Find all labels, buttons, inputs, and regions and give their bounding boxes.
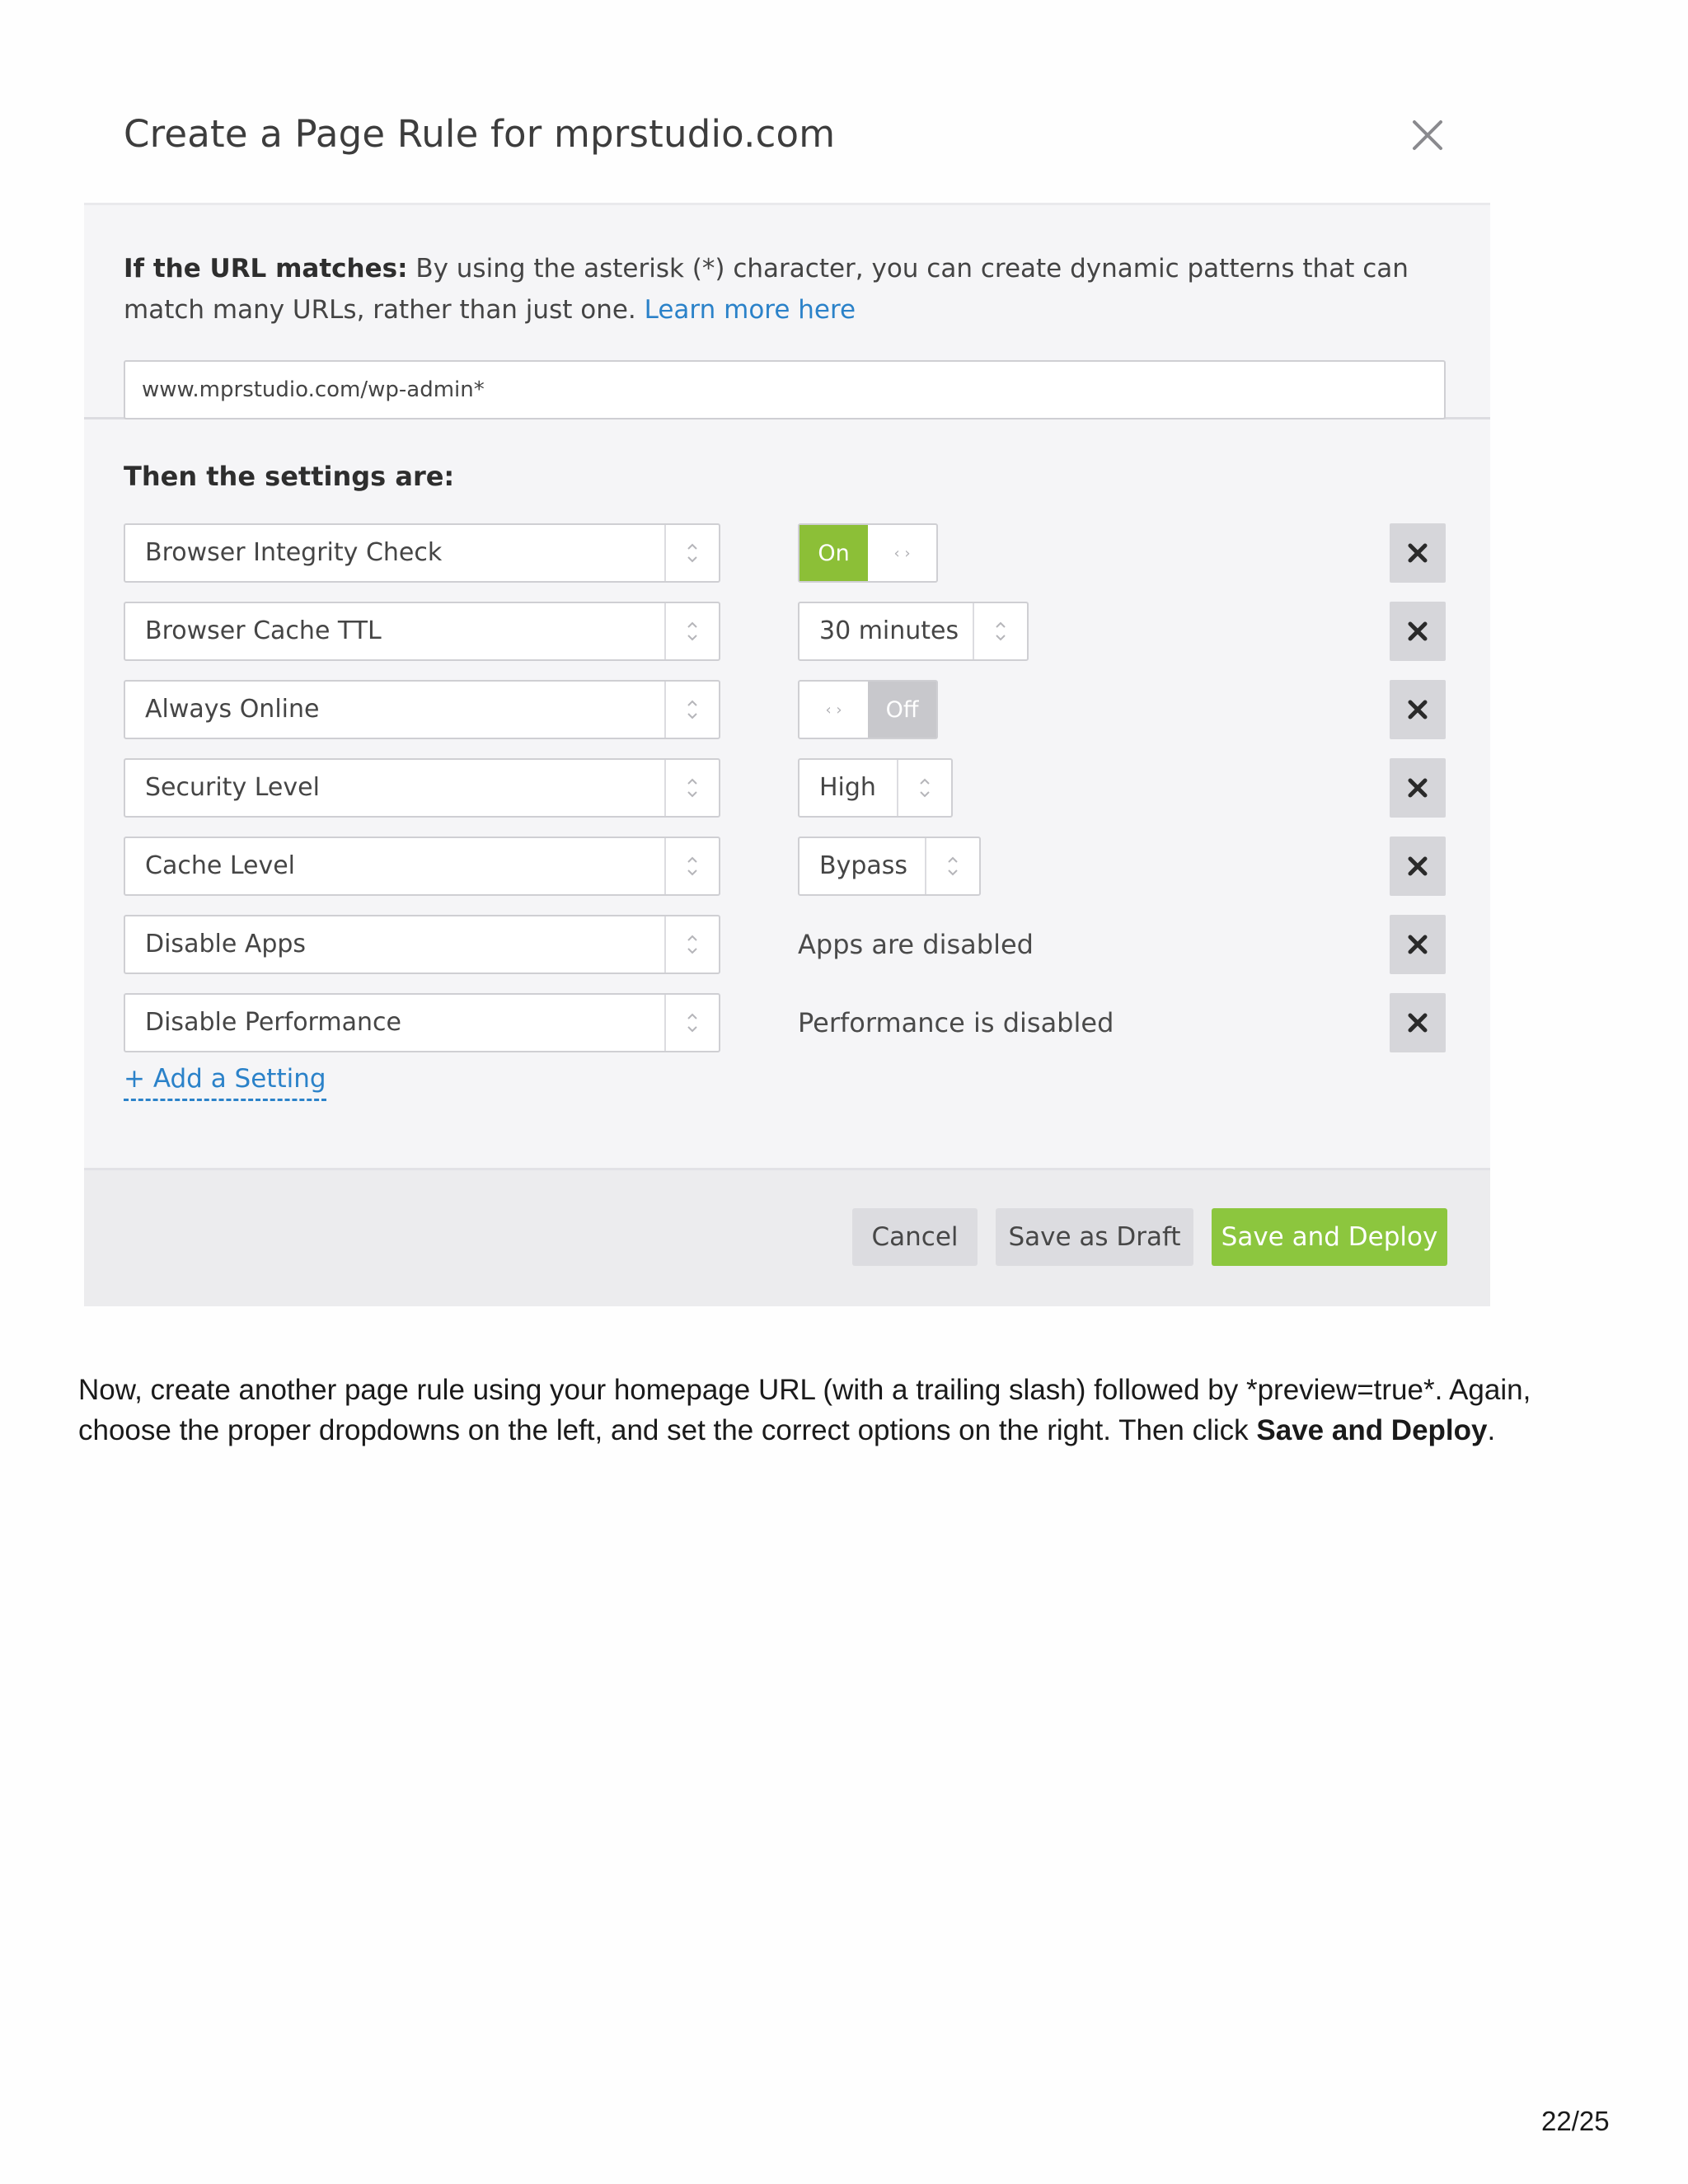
performance-disabled-text: Performance is disabled bbox=[798, 1007, 1114, 1038]
page-rule-dialog bbox=[84, 82, 1490, 1306]
dialog-footer bbox=[84, 1168, 1490, 1306]
cache-level-select[interactable] bbox=[798, 837, 981, 896]
page-number: 22/25 bbox=[1541, 2106, 1610, 2136]
setting-select[interactable] bbox=[124, 837, 720, 896]
toggle-knob-icon: ‹ › bbox=[825, 701, 842, 719]
cache-level-value: Bypass bbox=[819, 851, 908, 880]
setting-row bbox=[124, 993, 1451, 1052]
setting-select-label: Cache Level bbox=[145, 851, 296, 880]
delete-x-icon bbox=[1405, 1010, 1430, 1035]
setting-row bbox=[124, 915, 1451, 974]
toggle-off-label: Off bbox=[868, 682, 936, 738]
cache-ttl-select[interactable] bbox=[798, 602, 1029, 661]
url-match-description bbox=[124, 248, 1451, 330]
toggle-on-label: On bbox=[799, 525, 868, 581]
setting-select-label: Disable Performance bbox=[145, 1008, 401, 1037]
setting-select[interactable] bbox=[124, 993, 720, 1052]
cache-ttl-value: 30 minutes bbox=[819, 616, 959, 645]
delete-setting-button[interactable] bbox=[1390, 680, 1446, 739]
delete-setting-button[interactable] bbox=[1390, 523, 1446, 583]
instruction-text: Now, create another page rule using your homepage URL (with a trailing slash) followed by *preview=true*. Again, choose the proper dropdowns on the left, and set the correct options on the right. Then click bbox=[78, 1374, 1531, 1446]
delete-x-icon bbox=[1405, 697, 1430, 722]
settings-title: Then the settings are: bbox=[124, 461, 455, 492]
chevron-up-down-icon bbox=[664, 603, 719, 659]
setting-row bbox=[124, 758, 1451, 818]
setting-select-label: Browser Cache TTL bbox=[145, 616, 382, 645]
setting-row bbox=[124, 602, 1451, 661]
dialog-header bbox=[84, 82, 1490, 203]
security-level-value: High bbox=[819, 773, 876, 802]
setting-select[interactable] bbox=[124, 523, 720, 583]
setting-select[interactable] bbox=[124, 602, 720, 661]
setting-row bbox=[124, 680, 1451, 739]
always-online-toggle[interactable] bbox=[798, 680, 938, 739]
chevron-up-down-icon bbox=[973, 603, 1027, 659]
setting-row bbox=[124, 523, 1451, 583]
save-and-deploy-button[interactable]: Save and Deploy bbox=[1212, 1208, 1447, 1266]
security-level-select[interactable] bbox=[798, 758, 953, 818]
setting-select[interactable] bbox=[124, 915, 720, 974]
url-pattern-input[interactable] bbox=[124, 360, 1446, 419]
settings-section bbox=[84, 419, 1490, 1168]
apps-disabled-text: Apps are disabled bbox=[798, 929, 1034, 960]
setting-select[interactable] bbox=[124, 758, 720, 818]
dialog-title: Create a Page Rule for mprstudio.com bbox=[124, 112, 836, 156]
chevron-up-down-icon bbox=[664, 995, 719, 1051]
delete-x-icon bbox=[1405, 854, 1430, 879]
delete-x-icon bbox=[1405, 932, 1430, 957]
setting-row bbox=[124, 837, 1451, 896]
delete-x-icon bbox=[1405, 541, 1430, 565]
cancel-button[interactable]: Cancel bbox=[852, 1208, 978, 1266]
delete-setting-button[interactable] bbox=[1390, 837, 1446, 896]
delete-x-icon bbox=[1405, 619, 1430, 644]
chevron-up-down-icon bbox=[664, 760, 719, 816]
instruction-bold: Save and Deploy bbox=[1256, 1414, 1488, 1446]
chevron-up-down-icon bbox=[664, 525, 719, 581]
add-setting-link[interactable]: + Add a Setting bbox=[124, 1064, 326, 1101]
close-icon[interactable] bbox=[1404, 112, 1451, 158]
instruction-paragraph bbox=[78, 1370, 1628, 1451]
url-match-section bbox=[84, 203, 1490, 419]
setting-select-label: Always Online bbox=[145, 695, 320, 724]
chevron-up-down-icon bbox=[664, 916, 719, 972]
setting-select-label: Browser Integrity Check bbox=[145, 538, 443, 567]
chevron-up-down-icon bbox=[897, 760, 951, 816]
chevron-up-down-icon bbox=[925, 838, 979, 894]
chevron-up-down-icon bbox=[664, 682, 719, 738]
setting-select-label: Disable Apps bbox=[145, 930, 307, 958]
delete-setting-button[interactable] bbox=[1390, 915, 1446, 974]
browser-integrity-toggle[interactable] bbox=[798, 523, 938, 583]
delete-setting-button[interactable] bbox=[1390, 993, 1446, 1052]
chevron-up-down-icon bbox=[664, 838, 719, 894]
delete-setting-button[interactable] bbox=[1390, 602, 1446, 661]
setting-select[interactable] bbox=[124, 680, 720, 739]
url-match-help-text: By using the asterisk (*) character, you can create dynamic patterns that can match many URLs, rather than just one. bbox=[124, 254, 1409, 325]
setting-select-label: Security Level bbox=[145, 773, 320, 802]
learn-more-link[interactable]: Learn more here bbox=[644, 295, 856, 325]
save-as-draft-button[interactable]: Save as Draft bbox=[996, 1208, 1193, 1266]
instruction-end: . bbox=[1487, 1414, 1496, 1446]
delete-setting-button[interactable] bbox=[1390, 758, 1446, 818]
delete-x-icon bbox=[1405, 776, 1430, 800]
url-match-label: If the URL matches: bbox=[124, 254, 408, 284]
toggle-knob-icon: ‹ › bbox=[893, 544, 911, 562]
